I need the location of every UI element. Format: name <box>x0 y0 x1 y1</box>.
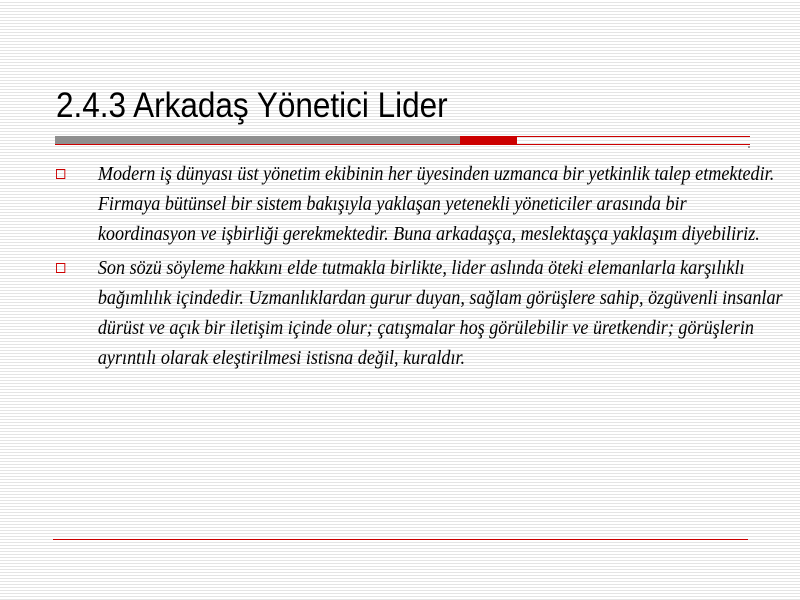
title-bar-end-dot <box>748 146 750 148</box>
hollow-square-bullet-icon <box>56 169 65 179</box>
bullet-list <box>56 160 783 378</box>
bullet-item <box>56 254 786 374</box>
title-bar-red-segment <box>460 136 517 144</box>
bullet-text: Modern iş dünyası üst yönetim ekibinin her üyesinden uzmanca bir yetkinlik talep etmektedir. Firmaya bütünsel bir sistem bakışıyla yaklaşan yetenekli yöneticiler arasında bir koordinasyon ve işbirliği gerekmektedir. Buna arkadaşça, meslektaşça yaklaşım diyebiliriz. <box>97 164 775 245</box>
title-bar-top-rule <box>517 136 750 137</box>
bullet-item <box>56 160 786 250</box>
slide-title: 2.4.3 Arkadaş Yönetici Lider <box>56 86 448 125</box>
title-bar-gray-segment <box>55 136 460 144</box>
bullet-text: Son sözü söyleme hakkını elde tutmakla birlikte, lider aslında öteki elemanlarla karşılıklı bağımlılık içindedir. Uzmanlıklardan gurur duyan, sağlam görüşlere sahip, özgüvenli insanlar dürüst ve açık bir iletişim içinde olur; çatışmalar hoş görülebilir ve üretkendir; görüşlerin ayrıntılı olarak eleştirilmesi istisna değil, kuraldır. <box>97 258 783 369</box>
title-bar-bottom-rule <box>55 144 750 145</box>
footer-rule <box>53 539 748 540</box>
hollow-square-bullet-icon <box>56 263 65 273</box>
title-underline-bar <box>55 136 750 148</box>
